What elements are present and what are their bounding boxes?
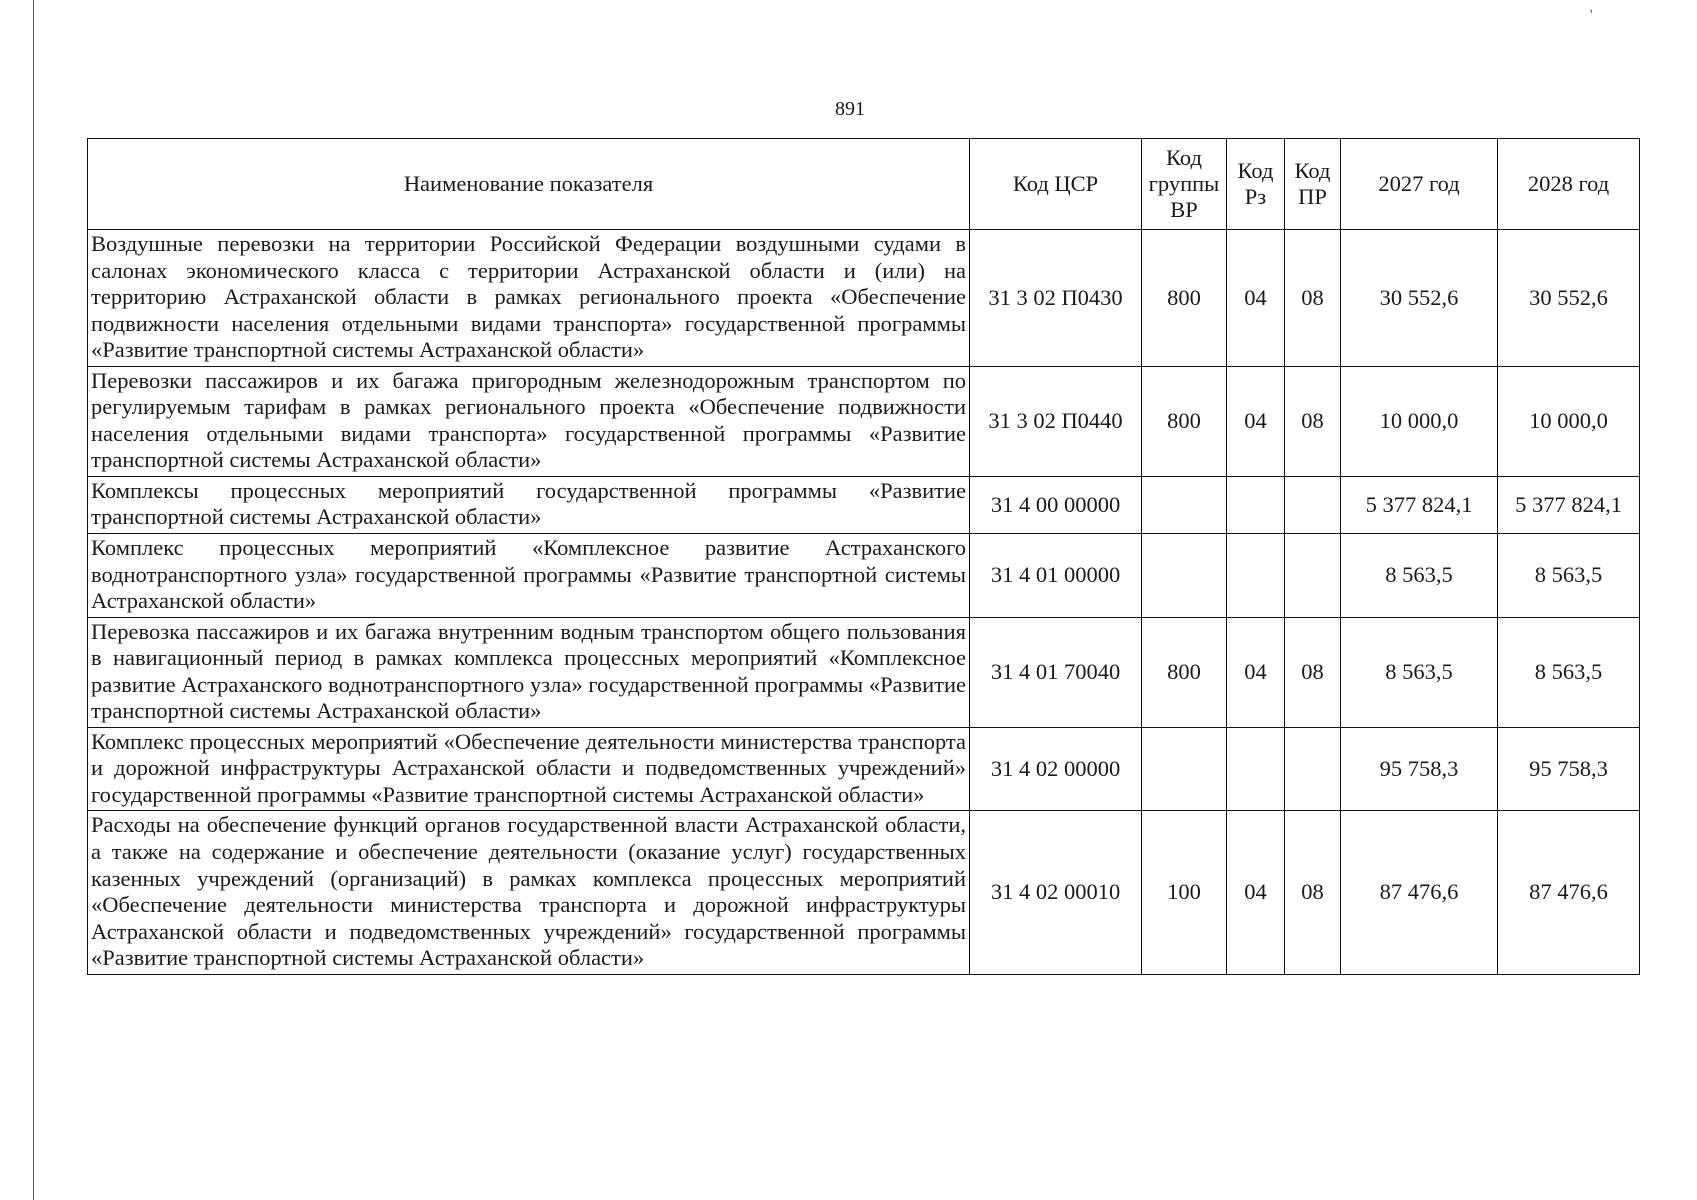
table-row bbox=[88, 811, 1640, 974]
table-row bbox=[88, 476, 1640, 533]
cell-2028: 87 476,6 bbox=[1498, 811, 1640, 974]
cell-name: Перевозка пассажиров и их багажа внутренним водным транспортом общего пользования в навигационный период в рамках комплекса процессных мероприятий «Комплексное развитие Астраханского воднотранспортного узла» государственной программы «Развитие транспортной системы Астраханской области» bbox=[88, 617, 970, 727]
cell-csr: 31 3 02 П0430 bbox=[970, 230, 1142, 367]
header-2028: 2028 год bbox=[1498, 139, 1640, 230]
cell-pr: 08 bbox=[1285, 230, 1341, 367]
cell-2027: 8 563,5 bbox=[1341, 617, 1498, 727]
cell-csr: 31 3 02 П0440 bbox=[970, 366, 1142, 476]
header-rz: Код Рз bbox=[1227, 139, 1285, 230]
cell-name: Воздушные перевозки на территории Российской Федерации воздушными судами в салонах экономического класса с территории Астраханской области и (или) на территорию Астраханской области в рамках регионального проекта «Обеспечение подвижности населения отдельными видами транспорта» государственной программы «Развитие транспортной системы Астраханской области» bbox=[88, 230, 970, 367]
cell-pr: 08 bbox=[1285, 617, 1341, 727]
cell-csr: 31 4 01 00000 bbox=[970, 534, 1142, 618]
cell-name: Перевозки пассажиров и их багажа пригородным железнодорожным транспортом по регулируемым тарифам в рамках регионального проекта «Обеспечение подвижности населения отдельными видами транспорта» государственной программы «Развитие транспортной системы Астраханской области» bbox=[88, 366, 970, 476]
cell-name: Расходы на обеспечение функций органов государственной власти Астраханской области, а также на содержание и обеспечение деятельности (оказание услуг) государственных казенных учреждений (организаций) в рамках комплекса процессных мероприятий «Обеспечение деятельности министерства транспорта и дорожной инфраструктуры Астраханской области и подведомственных учреждений» государственной программы «Развитие транспортной системы Астраханской области» bbox=[88, 811, 970, 974]
cell-2027: 87 476,6 bbox=[1341, 811, 1498, 974]
cell-2027: 10 000,0 bbox=[1341, 366, 1498, 476]
cell-vr bbox=[1142, 727, 1227, 811]
table-header bbox=[88, 139, 1640, 230]
cell-2027: 5 377 824,1 bbox=[1341, 476, 1498, 533]
header-name: Наименование показателя bbox=[88, 139, 970, 230]
cell-rz: 04 bbox=[1227, 230, 1285, 367]
cell-vr bbox=[1142, 534, 1227, 618]
header-pr: Код ПР bbox=[1285, 139, 1341, 230]
cell-pr: 08 bbox=[1285, 366, 1341, 476]
cell-vr: 800 bbox=[1142, 366, 1227, 476]
cell-vr bbox=[1142, 476, 1227, 533]
table-row bbox=[88, 727, 1640, 811]
cell-vr: 800 bbox=[1142, 617, 1227, 727]
cell-rz: 04 bbox=[1227, 366, 1285, 476]
header-csr: Код ЦСР bbox=[970, 139, 1142, 230]
cell-2028: 10 000,0 bbox=[1498, 366, 1640, 476]
table-row bbox=[88, 534, 1640, 618]
cell-pr bbox=[1285, 476, 1341, 533]
header-row bbox=[88, 139, 1640, 230]
cell-name: Комплекс процессных мероприятий «Обеспечение деятельности министерства транспорта и дорожной инфраструктуры Астраханской области и подведомственных учреждений» государственной программы «Развитие транспортной системы Астраханской области» bbox=[88, 727, 970, 811]
page-number: 891 bbox=[835, 98, 865, 120]
cell-pr bbox=[1285, 727, 1341, 811]
cell-csr: 31 4 00 00000 bbox=[970, 476, 1142, 533]
cell-rz bbox=[1227, 534, 1285, 618]
cell-2028: 5 377 824,1 bbox=[1498, 476, 1640, 533]
cell-2028: 30 552,6 bbox=[1498, 230, 1640, 367]
table-row bbox=[88, 617, 1640, 727]
table-row bbox=[88, 230, 1640, 367]
cell-2028: 8 563,5 bbox=[1498, 534, 1640, 618]
cell-rz: 04 bbox=[1227, 617, 1285, 727]
cell-2028: 8 563,5 bbox=[1498, 617, 1640, 727]
cell-pr: 08 bbox=[1285, 811, 1341, 974]
cell-vr: 100 bbox=[1142, 811, 1227, 974]
cell-2028: 95 758,3 bbox=[1498, 727, 1640, 811]
cell-pr bbox=[1285, 534, 1341, 618]
table-body bbox=[88, 230, 1640, 975]
cell-name: Комплекс процессных мероприятий «Комплексное развитие Астраханского воднотранспортного узла» государственной программы «Развитие транспортной системы Астраханской области» bbox=[88, 534, 970, 618]
cell-rz bbox=[1227, 476, 1285, 533]
cell-rz: 04 bbox=[1227, 811, 1285, 974]
cell-2027: 8 563,5 bbox=[1341, 534, 1498, 618]
cell-2027: 30 552,6 bbox=[1341, 230, 1498, 367]
corner-mark: ' bbox=[1590, 8, 1593, 23]
table-row bbox=[88, 366, 1640, 476]
header-vr: Код группы ВР bbox=[1142, 139, 1227, 230]
cell-vr: 800 bbox=[1142, 230, 1227, 367]
cell-csr: 31 4 02 00000 bbox=[970, 727, 1142, 811]
cell-name: Комплексы процессных мероприятий государственной программы «Развитие транспортной системы Астраханской области» bbox=[88, 476, 970, 533]
scan-edge-line bbox=[33, 0, 34, 1200]
cell-csr: 31 4 01 70040 bbox=[970, 617, 1142, 727]
header-2027: 2027 год bbox=[1341, 139, 1498, 230]
budget-table bbox=[87, 138, 1640, 975]
cell-rz bbox=[1227, 727, 1285, 811]
cell-2027: 95 758,3 bbox=[1341, 727, 1498, 811]
cell-csr: 31 4 02 00010 bbox=[970, 811, 1142, 974]
